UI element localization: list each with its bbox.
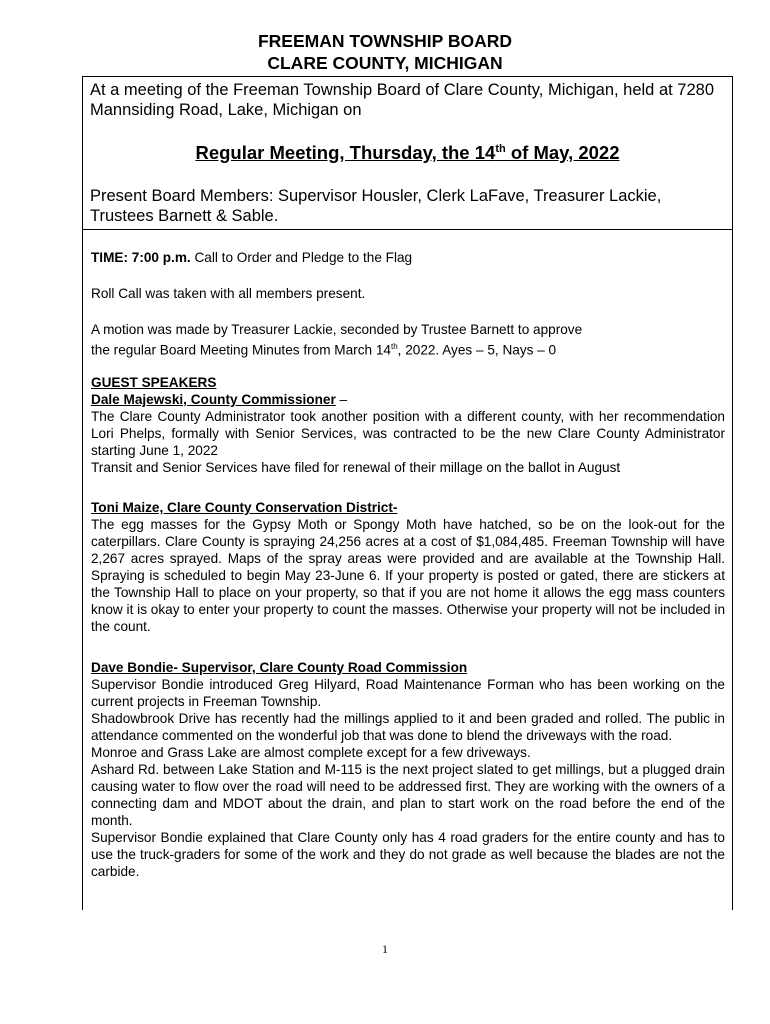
speaker3-paragraph-1: Supervisor Bondie introduced Greg Hilyard, Road Maintenance Forman who has been working on the current projects in Freeman Township. xyxy=(91,677,725,709)
meeting-title xyxy=(82,142,733,164)
speaker3-paragraph-2: Shadowbrook Drive has recently had the millings applied to it and been graded and rolled. The public in attendance commented on the wonderful job that was done to blend the driveways with the road. xyxy=(91,711,725,743)
speaker1-text: The Clare County Administrator took another position with a different county, with her recommendation Lori Phelps, formally with Senior Services, was contracted to be the new Clare County Administrator starting June 1, 2022 xyxy=(91,409,725,458)
motion-line-1: A motion was made by Treasurer Lackie, seconded by Trustee Barnett to approve xyxy=(91,322,583,337)
document-subtitle: CLARE COUNTY, MICHIGAN xyxy=(267,53,503,73)
guest-speakers-heading: GUEST SPEAKERS xyxy=(91,375,217,390)
speaker1-heading xyxy=(91,391,725,408)
speaker2-section xyxy=(91,499,725,635)
table-top-border xyxy=(82,76,733,77)
speaker1-text-2: Transit and Senior Services have filed for renewal of their millage on the ballot in August xyxy=(91,460,621,475)
roll-call-text: Roll Call was taken with all members present. xyxy=(91,286,366,301)
meeting-title-post: of May, 2022 xyxy=(505,142,620,163)
speaker2-text: The egg masses for the Gypsy Moth or Spongy Moth have hatched, so be on the look-out for the caterpillars. Clare County is spraying 24,256 acres at a cost of $1,084,485. Freeman Township will have 2,267 acres sprayed. Maps of the spray areas were provided and are available at the Township Hall. Spraying is scheduled to begin May 23-June 6. If your property is posted or gated, there are stickers at the Township Hall to place on your property, so that if you are not home it allows the egg mass counters know it is okay to enter your property to count the masses. Otherwise your property will not be included in the count. xyxy=(91,517,725,634)
table-row-divider xyxy=(82,229,733,230)
speaker1-name: Dale Majewski, County Commissioner xyxy=(91,392,336,407)
speaker1-dash: – xyxy=(335,392,348,407)
motion-line-2-post: , 2022. Ayes – 5, Nays – 0 xyxy=(397,342,557,358)
speaker2-name: Toni Maize, Clare County Conservation District- xyxy=(91,500,398,515)
motion-line-2 xyxy=(91,338,725,359)
table-left-border xyxy=(82,76,83,910)
present-members-text: Present Board Members: Supervisor Housler, Clerk LaFave, Treasurer Lackie, Trustees Barnett & Sable. xyxy=(90,187,662,225)
meeting-title-pre: Regular Meeting, Thursday, the 14 xyxy=(195,142,496,163)
motion-ordinal: th xyxy=(390,342,398,351)
motion-line-2-pre: the regular Board Meeting Minutes from March 14 xyxy=(91,342,391,358)
motion-paragraph xyxy=(91,321,725,359)
time-line xyxy=(91,249,725,266)
speaker3-section xyxy=(91,659,725,880)
time-label: TIME: 7:00 p.m. xyxy=(91,250,191,265)
speaker3-paragraph-3: Monroe and Grass Lake are almost complete except for a few driveways. xyxy=(91,745,531,760)
speaker3-paragraph-4: Ashard Rd. between Lake Station and M-115 is the next project slated to get millings, but a plugged drain causing water to flow over the road will need to be addressed first. They are working with the owners of a connecting dam and MDOT about the drain, and plan to start work on the road before the end of the month. xyxy=(91,762,725,828)
document-title: FREEMAN TOWNSHIP BOARD xyxy=(257,31,513,51)
table-right-border xyxy=(732,76,733,910)
speaker3-name: Dave Bondie- Supervisor, Clare County Road Commission xyxy=(91,660,468,675)
meeting-location-text: At a meeting of the Freeman Township Board of Clare County, Michigan, held at 7280 Mannsiding Road, Lake, Michigan on xyxy=(90,81,714,119)
speaker3-paragraph-5: Supervisor Bondie explained that Clare County only has 4 road graders for the entire county and has to use the truck-graders for some of the work and they do not grade as well because the blades are not the carbide. xyxy=(91,830,725,879)
time-text: Call to Order and Pledge to the Flag xyxy=(190,250,413,265)
guest-speakers-section xyxy=(91,374,725,476)
page-number: 1 xyxy=(382,942,388,956)
meeting-title-ordinal: th xyxy=(495,142,506,155)
